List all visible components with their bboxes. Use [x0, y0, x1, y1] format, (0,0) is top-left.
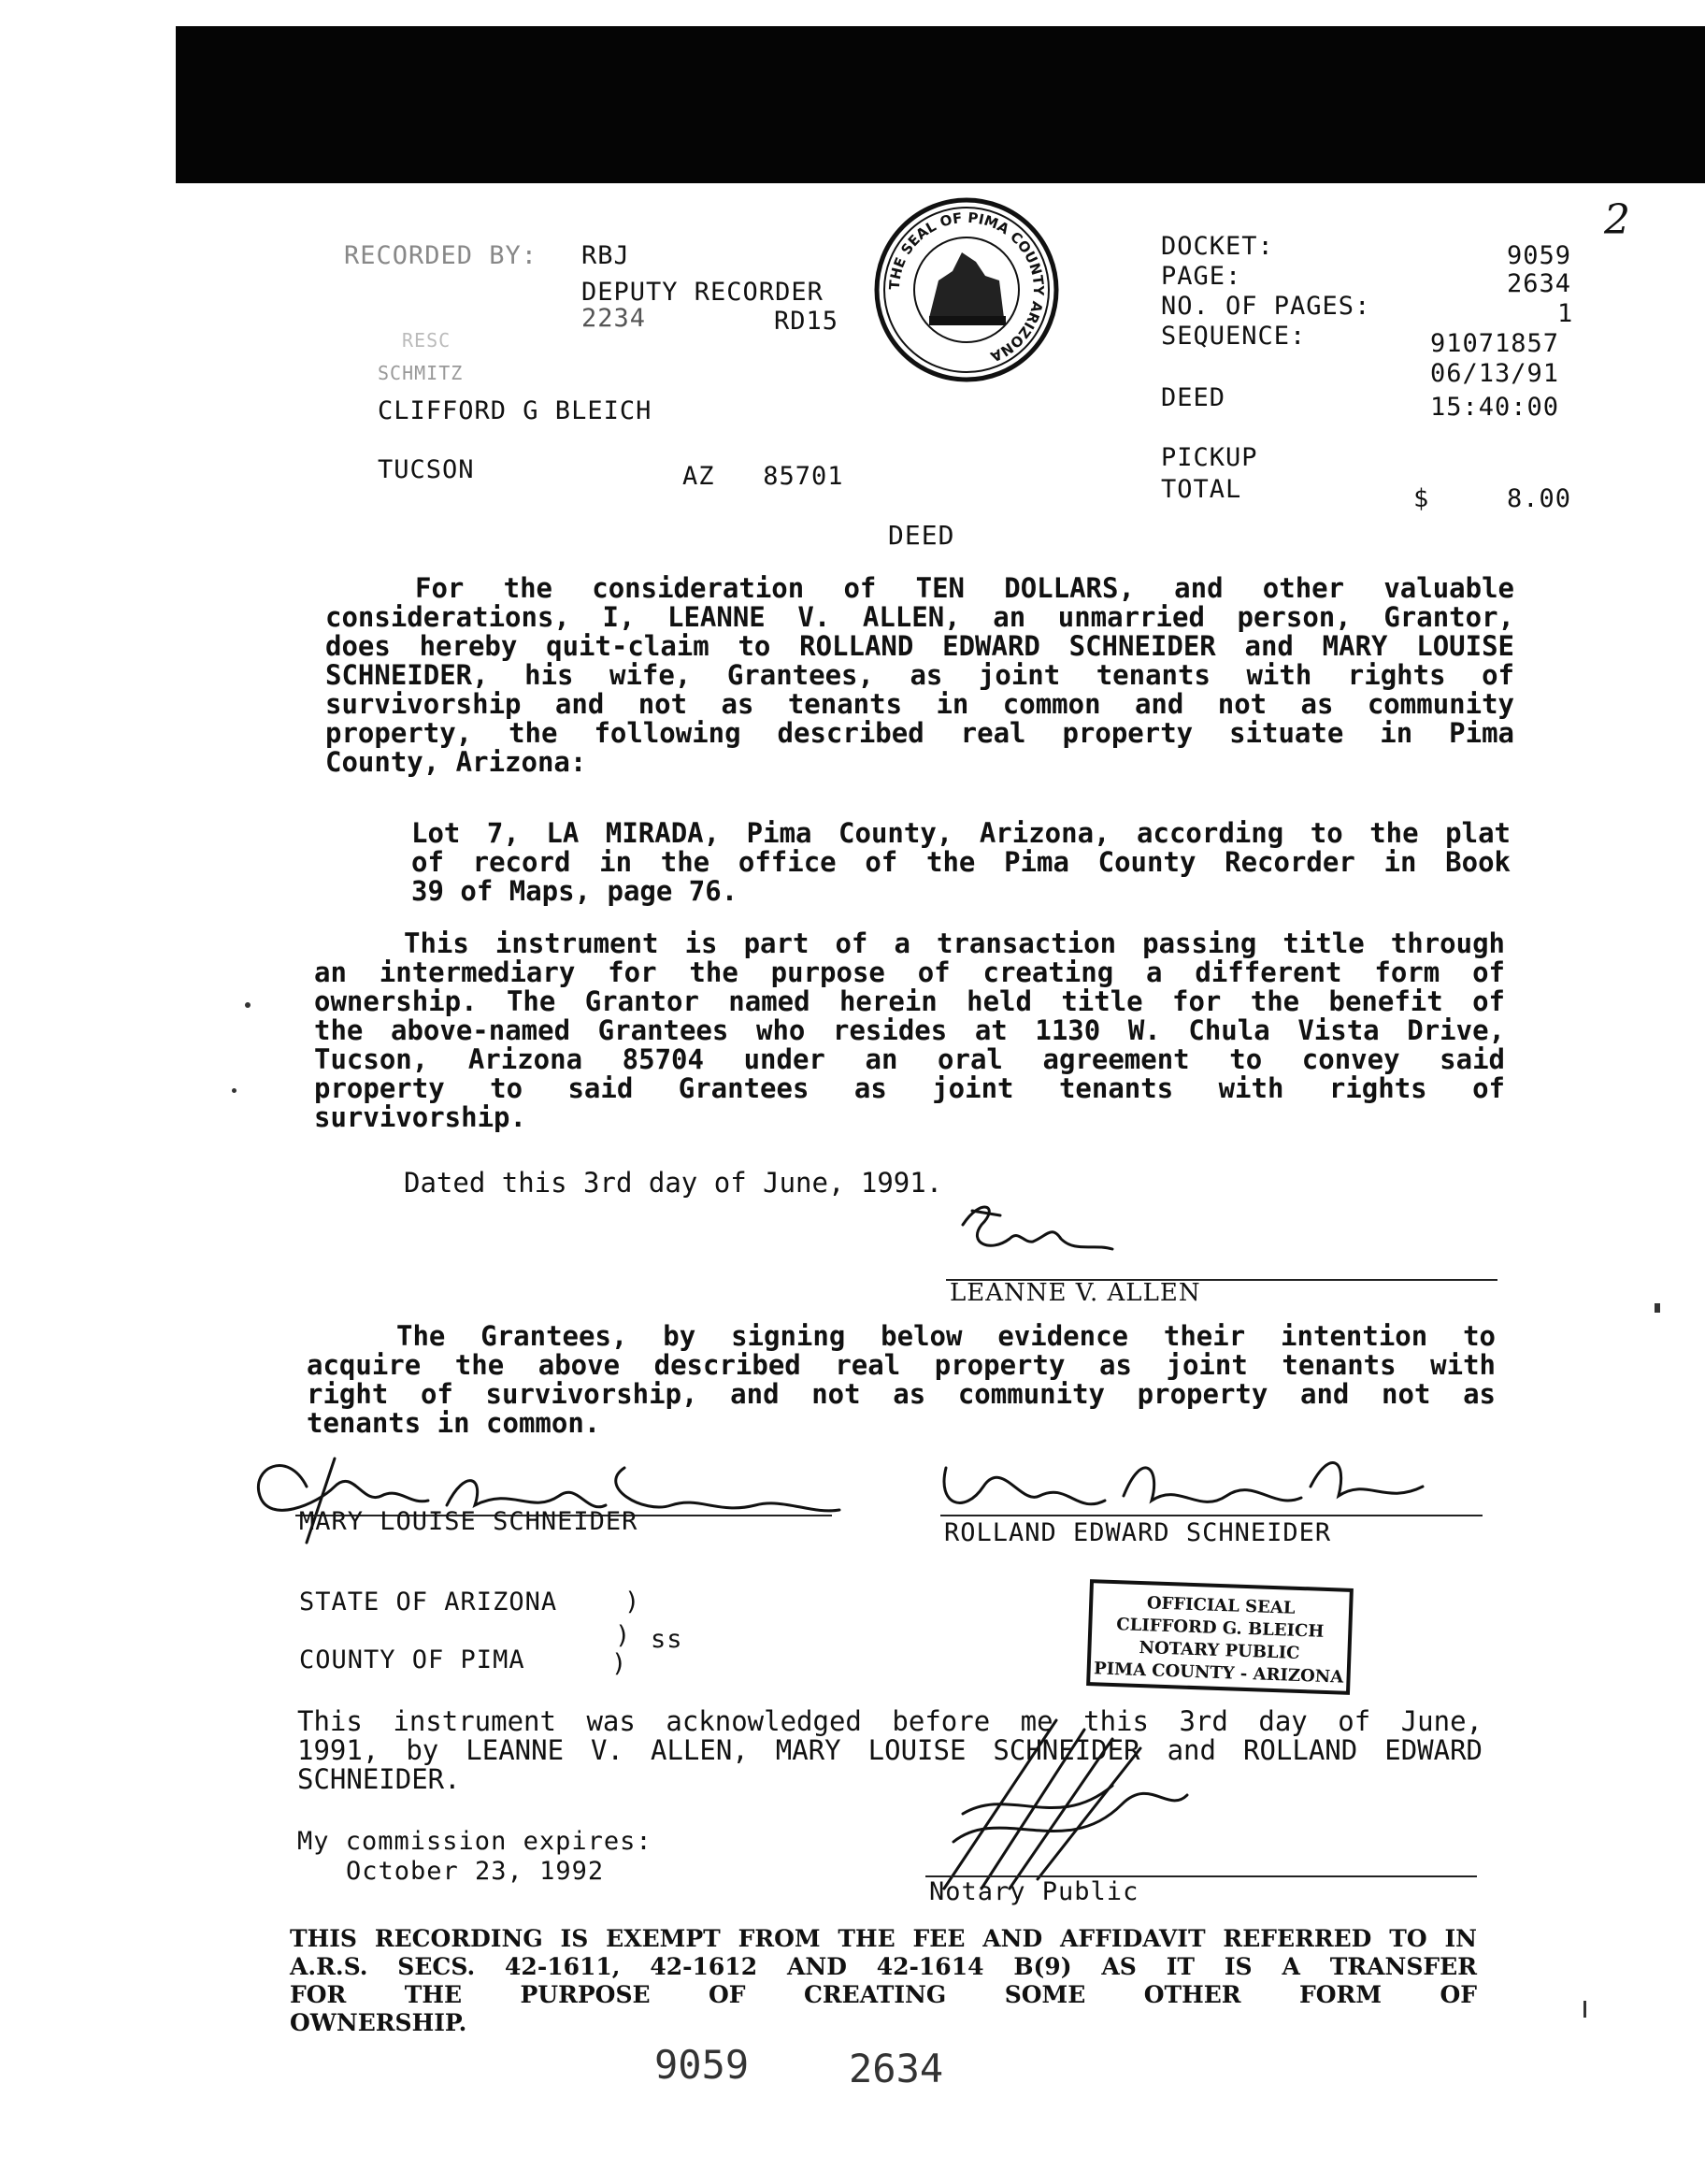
scan-mark — [232, 1088, 236, 1093]
para1-line: survivorship and not as tenants in common and not as community — [325, 688, 1514, 720]
exempt-line: THIS RECORDING IS EXEMPT FROM THE FEE AND AFFIDAVIT REFERRED TO IN — [290, 1925, 1477, 1952]
stamp-line: NOTARY PUBLIC — [1139, 1637, 1300, 1663]
deputy-station: RD15 — [774, 307, 839, 336]
exempt-line: OWNERSHIP. — [290, 2009, 467, 2036]
scan-header-band — [176, 26, 1705, 183]
acknowledgment — [297, 1707, 1483, 1794]
para2-line: of record in the office of the Pima County Recorder in Book — [411, 846, 1511, 878]
exempt-line: FOR THE PURPOSE OF CREATING SOME OTHER FORM OF — [290, 1981, 1477, 2008]
para4-line: The Grantees, by signing below evidence their intention to — [396, 1320, 1496, 1352]
paragraph-transaction — [314, 929, 1505, 1132]
corner-mark: 2 — [1604, 196, 1630, 244]
stamp-line: CLIFFORD G. BLEICH — [1115, 1615, 1325, 1642]
para3-line: property to said Grantees as joint tenants with rights of — [314, 1072, 1505, 1104]
para1-line: property, the following described real property situate in Pima — [325, 717, 1514, 749]
seal-text: THE SEAL OF PIMA COUNTY ARIZONA — [885, 208, 1048, 366]
recorded-by-label: RECORDED BY: — [344, 241, 538, 270]
footer-docket: 9059 — [654, 2042, 750, 2088]
paragraph-consideration — [325, 574, 1514, 777]
scan-mark — [245, 1002, 251, 1008]
dated-line: Dated this 3rd day of June, 1991. — [404, 1167, 943, 1199]
ack-line: This instrument was acknowledged before me this 3rd day of June, — [297, 1705, 1483, 1737]
pima-county-seal — [873, 196, 1060, 383]
faded-line-2: SCHMITZ — [378, 362, 464, 384]
state-line: STATE OF ARIZONA — [299, 1588, 558, 1616]
para2-line: 39 of Maps, page 76. — [411, 875, 738, 907]
para4-line: tenants in common. — [307, 1407, 601, 1439]
para3-line: the above-named Grantees who resides at 1130 W. Chula Vista Drive, — [314, 1014, 1505, 1046]
sequence-label: SEQUENCE: — [1161, 322, 1307, 351]
faded-line-1: RESC — [402, 329, 451, 352]
paren-1: ) — [624, 1588, 641, 1616]
para3-line: This instrument is part of a transaction passing title through — [404, 927, 1505, 959]
deputy-code: 2234 — [581, 304, 647, 333]
scan-mark — [1583, 2001, 1586, 2018]
sequence-value: 91071857 — [1430, 329, 1560, 358]
para3-line: an intermediary for the purpose of creating a different form of — [314, 956, 1505, 988]
total-label: TOTAL — [1161, 475, 1242, 504]
paragraph-grantees-intention — [307, 1322, 1496, 1438]
paren-3: ) — [611, 1649, 628, 1678]
grantor-name: LEANNE V. ALLEN — [950, 1279, 1201, 1307]
grantor-signature — [944, 1187, 1131, 1272]
recorded-by-value: RBJ — [581, 241, 630, 270]
paragraph-legal-description — [411, 819, 1511, 906]
rolland-signature-line — [940, 1515, 1483, 1516]
num-pages-label: NO. OF PAGES: — [1161, 292, 1371, 321]
para1-line: County, Arizona: — [325, 746, 587, 778]
commission-date: October 23, 1992 — [346, 1857, 605, 1886]
paren-2: ) — [615, 1621, 632, 1650]
notary-label: Notary Public — [929, 1877, 1139, 1906]
docket-label: DOCKET: — [1161, 232, 1274, 261]
num-pages-value: 1 — [1557, 299, 1574, 328]
para4-line: acquire the above described real property as joint tenants with — [307, 1349, 1496, 1381]
stamp-line: OFFICIAL SEAL — [1146, 1593, 1296, 1618]
return-name: CLIFFORD G BLEICH — [378, 396, 652, 425]
return-city: TUCSON — [378, 455, 475, 484]
record-time: 15:40:00 — [1430, 393, 1560, 422]
deputy-recorder-label: DEPUTY RECORDER — [581, 278, 824, 307]
ss-label: ss — [651, 1625, 683, 1654]
para2-line: Lot 7, LA MIRADA, Pima County, Arizona, according to the plat — [411, 817, 1511, 849]
para1-line: SCHNEIDER, his wife, Grantees, as joint tenants with rights of — [325, 659, 1514, 691]
page-label: PAGE: — [1161, 262, 1242, 291]
scan-mark — [1655, 1303, 1660, 1313]
stamp-line: PIMA COUNTY - ARIZONA — [1093, 1659, 1344, 1688]
para3-line: survivorship. — [314, 1101, 526, 1133]
county-line: COUNTY OF PIMA — [299, 1645, 525, 1674]
deed-label: DEED — [1161, 383, 1226, 412]
para1-line: considerations, I, LEANNE V. ALLEN, an unmarried person, Grantor, — [325, 601, 1514, 633]
commission-label: My commission expires: — [297, 1827, 652, 1856]
total-currency: $ — [1413, 484, 1430, 513]
para1-line: does hereby quit-claim to ROLLAND EDWARD SCHNEIDER and MARY LOUISE — [325, 630, 1514, 662]
page-value: 2634 — [1507, 269, 1572, 298]
grantee1-name: MARY LOUISE SCHNEIDER — [299, 1507, 638, 1536]
record-date: 06/13/91 — [1430, 359, 1560, 388]
exempt-line: A.R.S. SECS. 42-1611, 42-1612 AND 42-1614 B(9) AS IT IS A TRANSFER — [290, 1953, 1477, 1980]
notary-stamp — [1086, 1579, 1354, 1695]
grantee2-name: ROLLAND EDWARD SCHNEIDER — [944, 1518, 1332, 1547]
para4-line: right of survivorship, and not as community property and not as — [307, 1378, 1496, 1410]
docket-value: 9059 — [1507, 241, 1572, 270]
para1-line: For the consideration of TEN DOLLARS, and other valuable — [415, 572, 1514, 604]
exemption-statement — [290, 1924, 1477, 2036]
return-state-zip: AZ 85701 — [682, 462, 844, 491]
footer-page: 2634 — [849, 2046, 944, 2091]
total-value: 8.00 — [1507, 484, 1572, 513]
para3-line: Tucson, Arizona 85704 under an oral agreement to convey said — [314, 1043, 1505, 1075]
document-title: DEED — [888, 520, 955, 551]
ack-line: SCHNEIDER. — [297, 1763, 461, 1795]
pickup-label: PICKUP — [1161, 443, 1258, 472]
ack-line: 1991, by LEANNE V. ALLEN, MARY LOUISE SCHNEIDER and ROLLAND EDWARD — [297, 1734, 1483, 1766]
para3-line: ownership. The Grantor named herein held title for the benefit of — [314, 985, 1505, 1017]
